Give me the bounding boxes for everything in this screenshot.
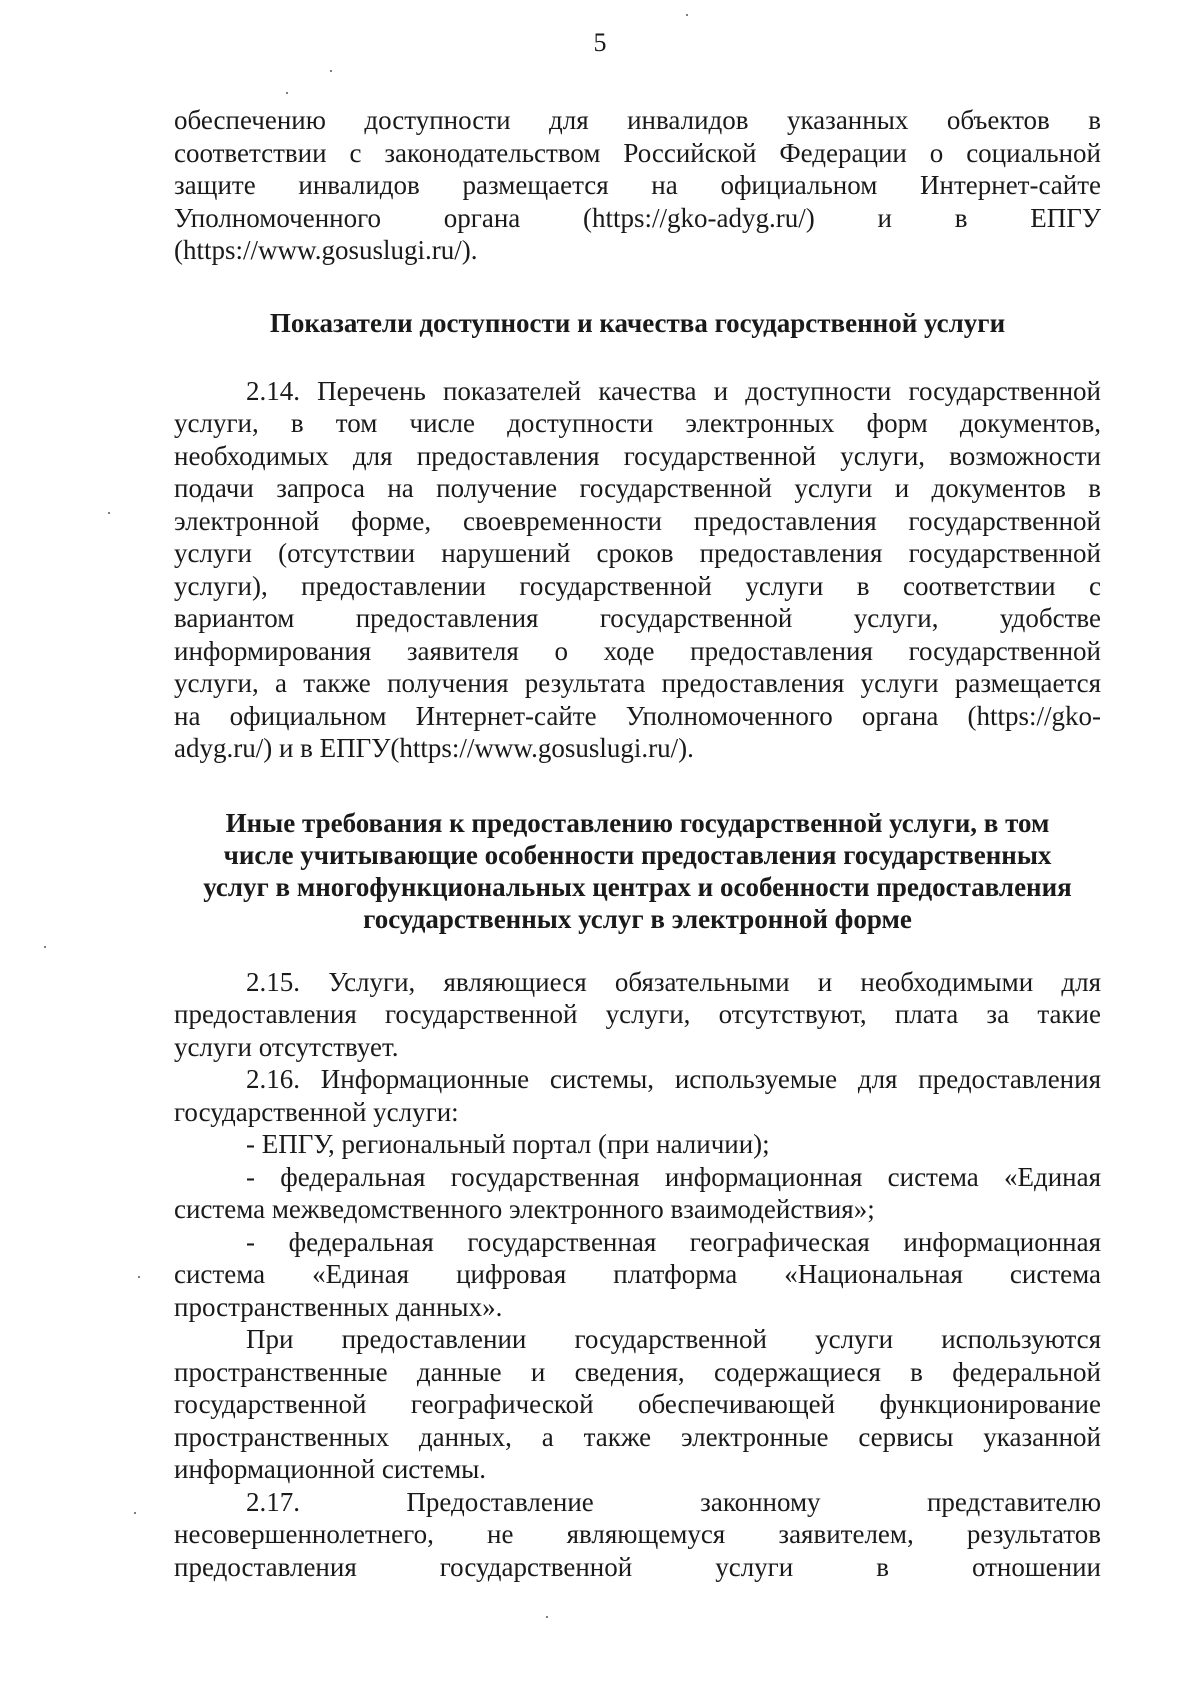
text-line: 2.16. Информационные системы, используемые для предоставления bbox=[246, 1064, 1101, 1094]
text-line: - федеральная государственная географическая информационная bbox=[246, 1226, 1101, 1257]
heading-line: числе учитывающие особенности предоставления государственных bbox=[223, 839, 1052, 870]
text-line: система межведомственного электронного взаимодействия»; bbox=[174, 1194, 875, 1224]
list-item-gis bbox=[174, 1226, 1101, 1324]
text-line: пространственных данных». bbox=[174, 1291, 503, 1322]
scan-speck bbox=[686, 14, 688, 16]
text-line: государственной услуги: bbox=[174, 1096, 459, 1127]
list-item-epgu bbox=[174, 1128, 1101, 1161]
text-line: услуги, в том числе доступности электронных форм документов, bbox=[174, 408, 1101, 438]
text-line: 2.17. Предоставление законному представителю bbox=[246, 1486, 1101, 1517]
text-line: пространственные данные и сведения, содержащиеся в федеральной bbox=[174, 1356, 1101, 1387]
text-line: (https://www.gosuslugi.ru/). bbox=[174, 235, 478, 265]
paragraph-2-17 bbox=[174, 1486, 1101, 1584]
text-line: 2.15. Услуги, являющиеся обязательными и необходимыми для bbox=[246, 966, 1101, 997]
text-line: услуги), предоставлении государственной услуги в соответствии с bbox=[174, 570, 1101, 601]
heading-accessibility-indicators: Показатели доступности и качества государственной услуги bbox=[269, 307, 1006, 338]
text-line: При предоставлении государственной услуги используются bbox=[246, 1324, 1101, 1354]
text-line: Уполномоченного органа (https://gko-adyg.ru/) и в ЕПГУ bbox=[174, 202, 1101, 233]
text-line: на официальном Интернет-сайте Уполномоченного органа (https://gko- bbox=[174, 700, 1101, 731]
text-line: несовершеннолетнего, не являющемуся заявителем, результатов bbox=[174, 1519, 1101, 1549]
text-line: информирования заявителя о ходе предоставления государственной bbox=[174, 635, 1101, 666]
paragraph-spatial-data bbox=[174, 1323, 1101, 1486]
text-line: предоставления государственной услуги, отсутствуют, плата за такие bbox=[174, 999, 1101, 1029]
text-line: adyg.ru/) и в ЕПГУ(https://www.gosuslugi.ru/). bbox=[174, 733, 694, 763]
text-line: пространственных данных, а также электронные сервисы указанной bbox=[174, 1421, 1101, 1452]
list-item-smev bbox=[174, 1161, 1101, 1226]
text-line: соответствии с законодательством Российской Федерации о социальной bbox=[174, 137, 1101, 168]
paragraph-2-14 bbox=[174, 375, 1101, 765]
text-line: предоставления государственной услуги в отношении bbox=[174, 1551, 1101, 1582]
text-line: услуги, а также получения результата предоставления услуги размещается bbox=[174, 668, 1101, 698]
paragraph-intro bbox=[174, 104, 1101, 267]
text-line: информационной системы. bbox=[174, 1454, 487, 1484]
text-line: - ЕПГУ, региональный портал (при наличии); bbox=[246, 1129, 770, 1159]
heading-line: услуг в многофункциональных центрах и особенности предоставления bbox=[203, 871, 1072, 902]
scan-speck bbox=[546, 1616, 548, 1618]
page-number: 5 bbox=[593, 28, 607, 57]
heading-line: государственных услуг в электронной форме bbox=[363, 903, 912, 934]
scan-speck bbox=[138, 1276, 140, 1278]
text-line: защите инвалидов размещается на официальном Интернет-сайте bbox=[174, 170, 1101, 200]
text-line: государственной географической обеспечивающей функционирование bbox=[174, 1389, 1101, 1419]
text-line: система «Единая цифровая платформа «Национальная система bbox=[174, 1259, 1101, 1289]
paragraph-2-16 bbox=[174, 1063, 1101, 1128]
text-line: вариантом предоставления государственной услуги, удобстве bbox=[174, 603, 1101, 633]
text-line: - федеральная государственная информационная система «Единая bbox=[246, 1161, 1101, 1192]
document-body bbox=[174, 104, 1101, 1583]
text-line: 2.14. Перечень показателей качества и доступности государственной bbox=[246, 375, 1101, 406]
text-line: подачи запроса на получение государственной услуги и документов в bbox=[174, 473, 1101, 503]
heading-line: Иные требования к предоставлению государственной услуги, в том bbox=[225, 807, 1050, 838]
text-line: услуги отсутствует. bbox=[174, 1031, 399, 1062]
text-line: обеспечению доступности для инвалидов указанных объектов в bbox=[174, 105, 1101, 135]
heading-other-requirements bbox=[174, 807, 1101, 935]
text-line: необходимых для предоставления государственной услуги, возможности bbox=[174, 440, 1101, 471]
scan-speck bbox=[330, 70, 332, 72]
text-line: электронной форме, своевременности предоставления государственной bbox=[174, 505, 1101, 536]
scan-speck bbox=[108, 512, 110, 514]
paragraph-2-15 bbox=[174, 966, 1101, 1064]
scan-speck bbox=[134, 1512, 136, 1514]
scan-speck bbox=[286, 92, 288, 94]
text-line: услуги (отсутствии нарушений сроков предоставления государственной bbox=[174, 538, 1101, 568]
scan-speck bbox=[44, 946, 46, 948]
